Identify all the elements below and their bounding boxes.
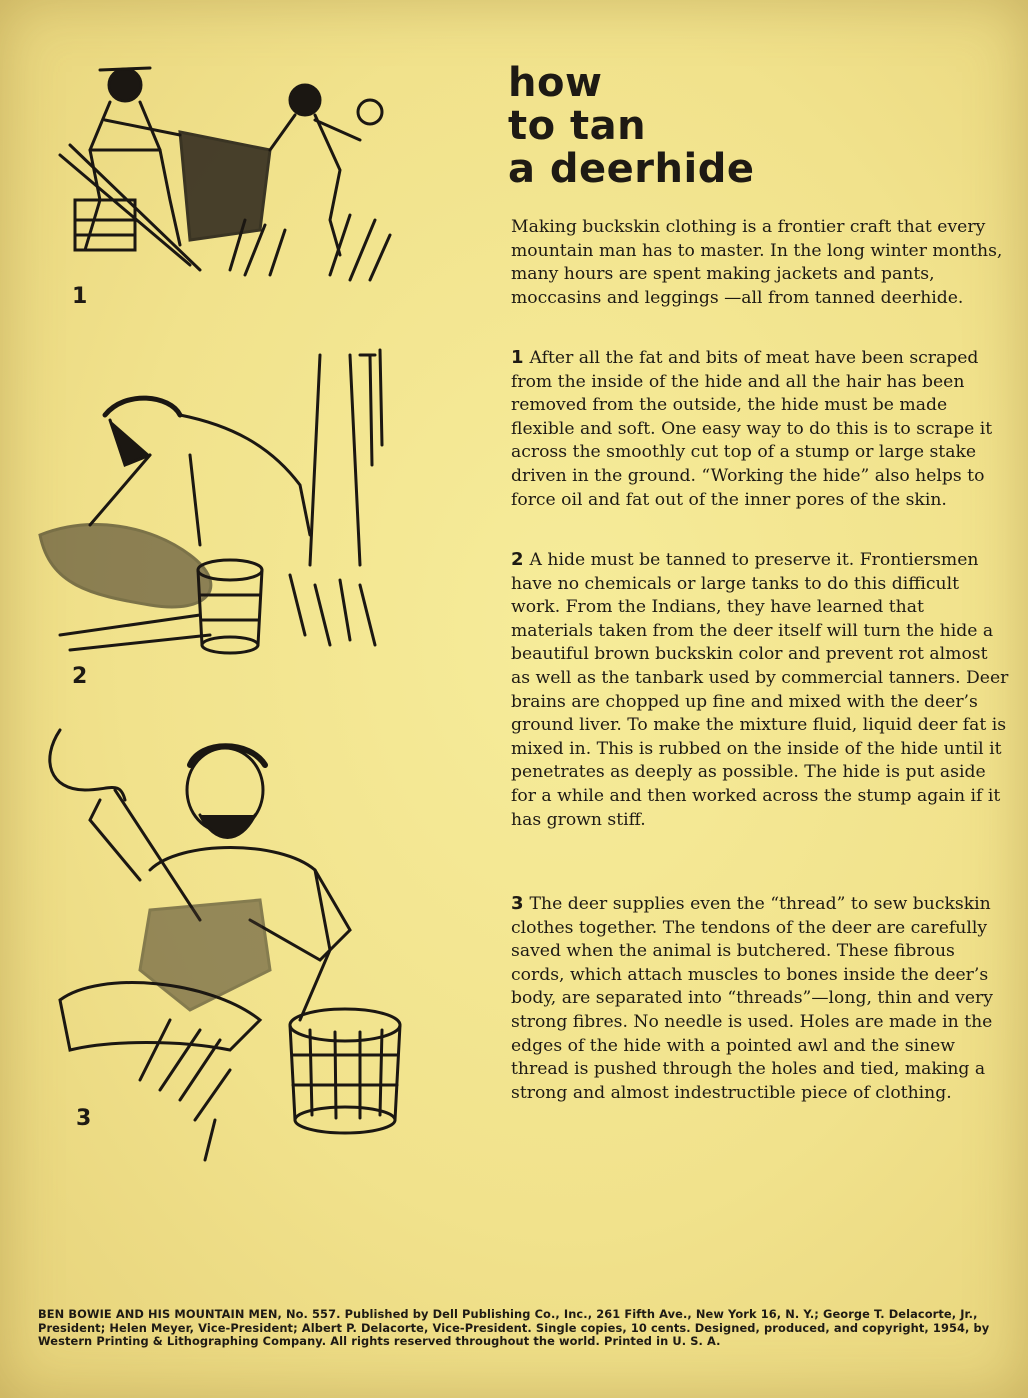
step-2-paragraph xyxy=(511,548,1009,832)
title-line-1: how xyxy=(508,60,603,106)
title-line-2: to tan xyxy=(508,103,647,149)
illustration-working-hide xyxy=(30,345,410,695)
publication-credits: BEN BOWIE AND HIS MOUNTAIN MEN, No. 557. Published by Dell Publishing Co., Inc., 261 Fifth Ave., New York 16, N. Y.; George T. Delacorte, Jr., President; Helen Meyer, Vice-President; Albert P. Delacorte, Vice-President. Single copies, 10 cents. Designed, produced, and copyright, 1954, by Western Printing & Lithographing Company. All rights reserved throughout the world. Printed in U. S. A. xyxy=(38,1307,990,1349)
panel-number-1: 1 xyxy=(72,284,88,309)
step-1-paragraph xyxy=(511,346,1009,512)
step-3-paragraph xyxy=(511,892,1009,1105)
step-1-text: After all the fat and bits of meat have been scraped from the inside of the hide and all the hair has been removed from the outside, the hide must be made flexible and soft. One easy way to do this is to scrape it across the smoothly cut top of a stump or large stake driven in the ground. “Working the hide” also helps to force oil and fat out of the inner pores of the skin. xyxy=(511,348,993,510)
panel-number-2: 2 xyxy=(72,664,88,689)
step-3-text: The deer supplies even the “thread” to sew buckskin clothes together. The tendons of the deer are carefully saved when the animal is butchered. These fibrous cords, which attach muscles to bones inside the deer’s body, are separated into “threads”—long, thin and very strong fibres. No needle is used. Holes are made in the edges of the hide with a pointed awl and the sinew thread is pushed through the holes and tied, making a strong and almost indestructible piece of clothing. xyxy=(511,894,993,1103)
title-line-3: a deerhide xyxy=(508,146,755,192)
step-3-number: 3 xyxy=(511,893,524,914)
intro-paragraph: Making buckskin clothing is a frontier craft that every mountain man has to master. In the long winter months, many hours are spent making jackets and pants, moccasins and leggings —all from tanned deerhide. xyxy=(511,217,1003,308)
step-2-text: A hide must be tanned to preserve it. Frontiersmen have no chemicals or large tanks to do this difficult work. From the Indians, they have learned that materials taken from the deer itself will turn the hide a beautiful brown buckskin color and prevent rot almost as well as the tanbark used by commercial tanners. Deer brains are chopped up fine and mixed with the deer’s ground liver. To make the mixture fluid, liquid deer fat is mixed in. This is rubbed on the inside of the hide until it penetrates as deeply as possible. The hide is put aside for a while and then worked across the stump again if it has grown stiff. xyxy=(511,550,1009,830)
step-2-number: 2 xyxy=(511,549,524,570)
page-title xyxy=(508,62,754,191)
illustration-stretching-hide xyxy=(30,40,410,290)
illustration-2-drawing xyxy=(30,345,410,695)
panel-number-3: 3 xyxy=(76,1106,92,1131)
step-1-number: 1 xyxy=(511,347,524,368)
illustration-1-drawing xyxy=(30,40,410,290)
